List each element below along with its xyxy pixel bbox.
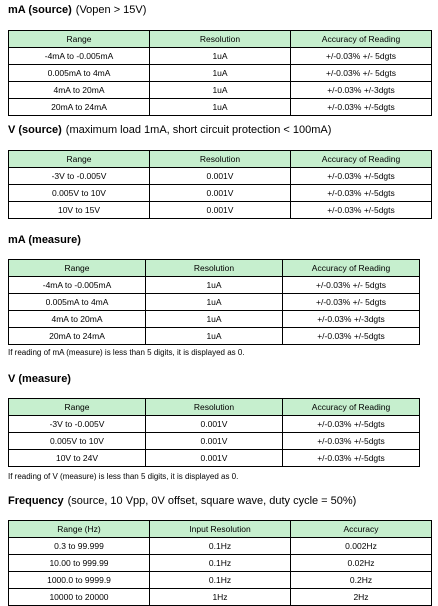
table-row [9, 294, 420, 311]
cell-range: 10V to 24V [9, 450, 146, 467]
cell-range: 4mA to 20mA [9, 311, 146, 328]
cell-resolution: 1uA [150, 48, 291, 65]
column-header-resolution: Resolution [150, 31, 291, 48]
cell-range: 0.005mA to 4mA [9, 294, 146, 311]
cell-resolution: 0.001V [146, 433, 283, 450]
table-row [9, 48, 432, 65]
cell-range: 0.005V to 10V [9, 185, 150, 202]
section-heading-v-measure [8, 373, 71, 385]
cell-resolution: 0.001V [146, 416, 283, 433]
cell-resolution: 0.1Hz [150, 538, 291, 555]
cell-range: 0.005mA to 4mA [9, 65, 150, 82]
table-header-row [9, 260, 420, 277]
cell-resolution: 0.001V [146, 450, 283, 467]
table-row [9, 538, 432, 555]
cell-accuracy: 0.2Hz [291, 572, 432, 589]
column-header-range: Range (Hz) [9, 521, 150, 538]
cell-resolution: 0.001V [150, 168, 291, 185]
cell-resolution: 1Hz [150, 589, 291, 606]
cell-accuracy: +/-0.03% +/- 5dgts [291, 65, 432, 82]
section-title: V (measure) [8, 373, 71, 385]
column-header-resolution: Resolution [146, 260, 283, 277]
table-row [9, 433, 420, 450]
cell-accuracy: +/-0.03% +/-3dgts [283, 311, 420, 328]
section-heading-ma-measure [8, 234, 81, 246]
section-subtitle: (source, 10 Vpp, 0V offset, square wave, duty cycle = 50%) [67, 495, 357, 507]
cell-range: 20mA to 24mA [9, 328, 146, 345]
cell-range: 20mA to 24mA [9, 99, 150, 116]
cell-range: -3V to -0.005V [9, 416, 146, 433]
note-v-measure: If reading of V (measure) is less than 5 digits, it is displayed as 0. [8, 472, 239, 481]
table-v-measure [8, 398, 420, 467]
column-header-accuracy: Accuracy [291, 521, 432, 538]
section-title: mA (source) [8, 4, 72, 16]
cell-range: -3V to -0.005V [9, 168, 150, 185]
cell-range: 0.3 to 99.999 [9, 538, 150, 555]
cell-range: 0.005V to 10V [9, 433, 146, 450]
cell-resolution: 0.001V [150, 185, 291, 202]
cell-resolution: 1uA [146, 294, 283, 311]
column-header-accuracy: Accuracy of Reading [283, 260, 420, 277]
section-heading-frequency [8, 495, 356, 507]
cell-accuracy: +/-0.03% +/-5dgts [283, 450, 420, 467]
cell-resolution: 1uA [146, 311, 283, 328]
table-header-row [9, 399, 420, 416]
cell-accuracy: +/-0.03% +/- 5dgts [283, 294, 420, 311]
cell-range: 1000.0 to 9999.9 [9, 572, 150, 589]
table-row [9, 572, 432, 589]
cell-resolution: 0.1Hz [150, 572, 291, 589]
table-row [9, 328, 420, 345]
table-row [9, 311, 420, 328]
cell-accuracy: 0.02Hz [291, 555, 432, 572]
cell-accuracy: +/-0.03% +/-5dgts [283, 416, 420, 433]
cell-resolution: 1uA [150, 82, 291, 99]
column-header-resolution: Resolution [146, 399, 283, 416]
cell-accuracy: +/-0.03% +/-5dgts [291, 99, 432, 116]
column-header-accuracy: Accuracy of Reading [291, 31, 432, 48]
section-title: V (source) [8, 124, 62, 136]
cell-accuracy: +/-0.03% +/- 5dgts [291, 48, 432, 65]
table-header-row [9, 521, 432, 538]
column-header-resolution: Resolution [150, 151, 291, 168]
table-row [9, 555, 432, 572]
column-header-range: Range [9, 151, 150, 168]
cell-range: -4mA to -0.005mA [9, 48, 150, 65]
column-header-accuracy: Accuracy of Reading [291, 151, 432, 168]
cell-accuracy: +/-0.03% +/-5dgts [283, 433, 420, 450]
table-row [9, 99, 432, 116]
cell-resolution: 0.1Hz [150, 555, 291, 572]
table-frequency [8, 520, 432, 606]
table-row [9, 277, 420, 294]
cell-accuracy: +/-0.03% +/-5dgts [291, 202, 432, 219]
cell-accuracy: +/-0.03% +/-3dgts [291, 82, 432, 99]
cell-resolution: 1uA [146, 277, 283, 294]
section-title: Frequency [8, 495, 64, 507]
table-header-row [9, 151, 432, 168]
cell-accuracy: +/-0.03% +/-5dgts [291, 168, 432, 185]
cell-accuracy: +/-0.03% +/- 5dgts [283, 277, 420, 294]
table-row [9, 185, 432, 202]
section-subtitle: (Vopen > 15V) [75, 4, 147, 16]
section-heading-v-source [8, 124, 331, 136]
table-row [9, 416, 420, 433]
section-title: mA (measure) [8, 234, 81, 246]
cell-range: 10V to 15V [9, 202, 150, 219]
table-row [9, 450, 420, 467]
cell-accuracy: 0.002Hz [291, 538, 432, 555]
cell-resolution: 1uA [150, 99, 291, 116]
column-header-range: Range [9, 31, 150, 48]
cell-accuracy: +/-0.03% +/-5dgts [291, 185, 432, 202]
cell-accuracy: +/-0.03% +/-5dgts [283, 328, 420, 345]
table-header-row [9, 31, 432, 48]
column-header-range: Range [9, 260, 146, 277]
cell-resolution: 1uA [150, 65, 291, 82]
cell-resolution: 1uA [146, 328, 283, 345]
table-ma-source [8, 30, 432, 116]
table-row [9, 168, 432, 185]
cell-accuracy: 2Hz [291, 589, 432, 606]
column-header-input-resolution: Input Resolution [150, 521, 291, 538]
table-row [9, 65, 432, 82]
cell-resolution: 0.001V [150, 202, 291, 219]
column-header-range: Range [9, 399, 146, 416]
column-header-accuracy: Accuracy of Reading [283, 399, 420, 416]
section-subtitle: (maximum load 1mA, short circuit protection < 100mA) [65, 124, 332, 136]
cell-range: 10000 to 20000 [9, 589, 150, 606]
table-row [9, 202, 432, 219]
table-row [9, 82, 432, 99]
section-heading-ma-source [8, 4, 146, 16]
cell-range: 4mA to 20mA [9, 82, 150, 99]
table-ma-measure [8, 259, 420, 345]
note-ma-measure: If reading of mA (measure) is less than 5 digits, it is displayed as 0. [8, 348, 245, 357]
cell-range: -4mA to -0.005mA [9, 277, 146, 294]
table-v-source [8, 150, 432, 219]
cell-range: 10.00 to 999.99 [9, 555, 150, 572]
